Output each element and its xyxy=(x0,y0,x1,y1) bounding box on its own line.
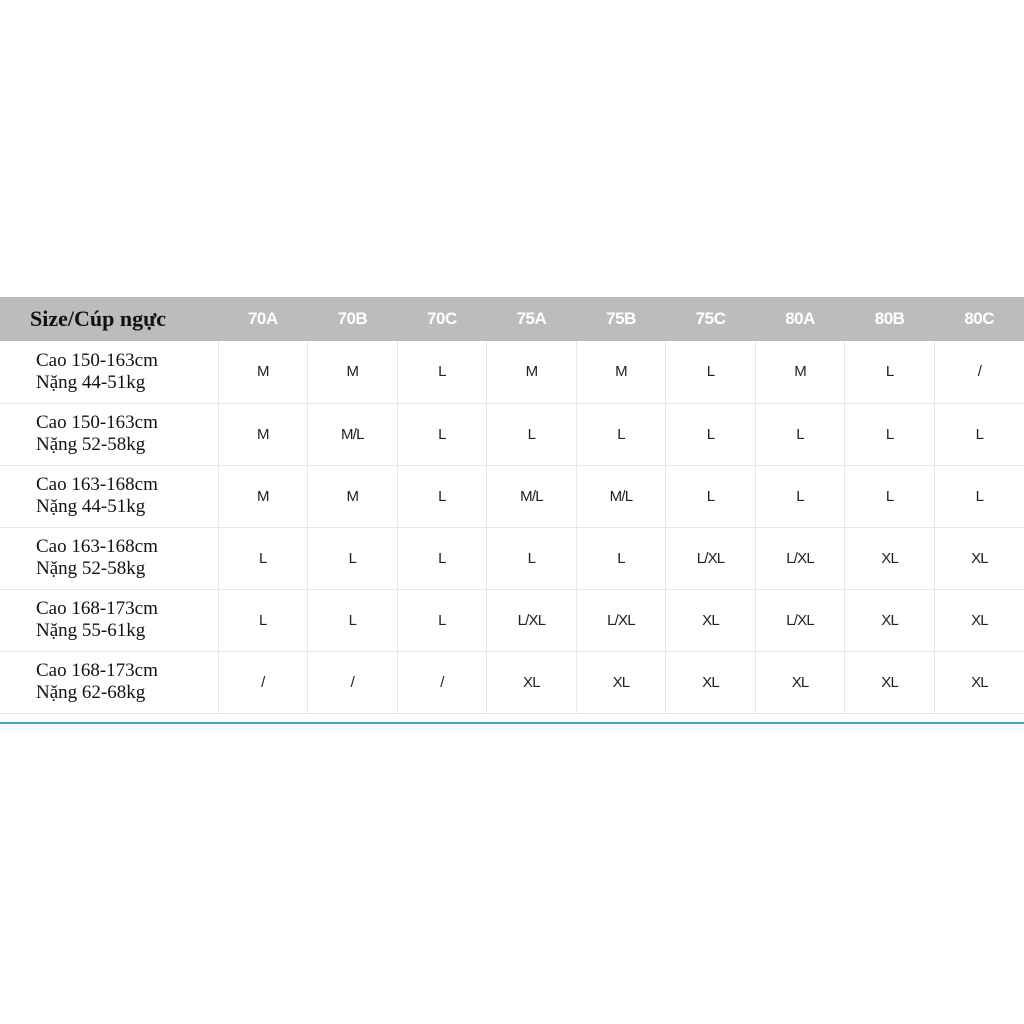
table-row xyxy=(0,651,1024,713)
size-cell: L xyxy=(755,465,845,527)
size-cell: XL xyxy=(845,527,935,589)
row-label xyxy=(0,465,218,527)
size-cell: M xyxy=(308,465,398,527)
size-cell: L xyxy=(397,465,487,527)
column-header: 70C xyxy=(427,309,457,328)
column-header: 80C xyxy=(964,309,995,328)
row-height-range: Cao 163-168cm xyxy=(36,474,158,495)
size-cell: M xyxy=(218,465,308,527)
row-label xyxy=(0,651,218,713)
column-header: 75A xyxy=(516,309,547,328)
size-cell: XL xyxy=(576,651,666,713)
bottom-accent-line xyxy=(0,722,1024,724)
table-row xyxy=(0,589,1024,651)
size-cell: L/XL xyxy=(666,527,756,589)
row-label xyxy=(0,403,218,465)
size-cell: XL xyxy=(666,651,756,713)
size-cell: M xyxy=(576,341,666,403)
column-header: 75B xyxy=(606,309,636,328)
row-label xyxy=(0,589,218,651)
size-cell: M xyxy=(755,341,845,403)
size-cell: L xyxy=(845,403,935,465)
size-cell: / xyxy=(397,651,487,713)
row-weight-range: Nặng 44-51kg xyxy=(36,496,146,517)
size-cell: L xyxy=(845,465,935,527)
row-label xyxy=(0,341,218,403)
size-cell: L xyxy=(755,403,845,465)
size-cell: L/XL xyxy=(487,589,577,651)
row-height-range: Cao 168-173cm xyxy=(36,660,158,681)
table-row xyxy=(0,341,1024,403)
size-cell: L xyxy=(397,403,487,465)
size-table xyxy=(0,297,1024,714)
size-cell: XL xyxy=(487,651,577,713)
size-cell: XL xyxy=(666,589,756,651)
row-label xyxy=(0,527,218,589)
size-cell: L xyxy=(934,465,1024,527)
size-cell: L/XL xyxy=(755,527,845,589)
size-cell: L xyxy=(934,403,1024,465)
size-cell: L xyxy=(218,527,308,589)
column-header: 80A xyxy=(785,309,815,328)
corner-label: Size/Cúp ngực xyxy=(30,306,167,331)
size-cell: L xyxy=(576,403,666,465)
column-header: 70A xyxy=(247,309,278,328)
size-cell: L/XL xyxy=(576,589,666,651)
row-weight-range: Nặng 52-58kg xyxy=(36,558,146,579)
row-height-range: Cao 150-163cm xyxy=(36,412,158,433)
row-weight-range: Nặng 62-68kg xyxy=(36,682,146,703)
size-cell: L xyxy=(666,341,756,403)
size-chart xyxy=(0,297,1024,714)
size-cell: XL xyxy=(934,527,1024,589)
table-body xyxy=(0,341,1024,713)
size-cell: XL xyxy=(755,651,845,713)
row-height-range: Cao 150-163cm xyxy=(36,349,158,371)
size-cell: L xyxy=(397,589,487,651)
size-cell: L xyxy=(666,403,756,465)
size-cell: L xyxy=(576,527,666,589)
table-row xyxy=(0,527,1024,589)
size-cell: L/XL xyxy=(755,589,845,651)
row-height-range: Cao 163-168cm xyxy=(36,536,158,557)
size-cell: L xyxy=(845,341,935,403)
row-height-range: Cao 168-173cm xyxy=(36,598,158,619)
size-cell: XL xyxy=(934,589,1024,651)
size-cell: / xyxy=(218,651,308,713)
size-cell: L xyxy=(666,465,756,527)
size-cell: M xyxy=(308,341,398,403)
size-cell: M xyxy=(218,341,308,403)
size-cell: L xyxy=(397,527,487,589)
size-cell: M/L xyxy=(308,403,398,465)
size-cell: XL xyxy=(934,651,1024,713)
table-row xyxy=(0,465,1024,527)
size-cell: L xyxy=(218,589,308,651)
size-cell: M xyxy=(487,341,577,403)
size-cell: L xyxy=(308,589,398,651)
size-cell: / xyxy=(934,341,1024,403)
size-cell: XL xyxy=(845,589,935,651)
size-cell: L xyxy=(308,527,398,589)
row-weight-range: Nặng 52-58kg xyxy=(36,434,146,455)
size-cell: L xyxy=(397,341,487,403)
size-cell: M/L xyxy=(576,465,666,527)
size-cell: M/L xyxy=(487,465,577,527)
size-cell: L xyxy=(487,527,577,589)
column-header: 75C xyxy=(695,309,726,328)
row-weight-range: Nặng 44-51kg xyxy=(36,371,146,393)
table-row xyxy=(0,403,1024,465)
size-cell: L xyxy=(487,403,577,465)
header-row xyxy=(0,297,1024,341)
column-header: 70B xyxy=(337,309,368,328)
row-weight-range: Nặng 55-61kg xyxy=(36,620,146,641)
size-cell: / xyxy=(308,651,398,713)
column-header: 80B xyxy=(874,309,905,328)
size-cell: XL xyxy=(845,651,935,713)
size-cell: M xyxy=(218,403,308,465)
